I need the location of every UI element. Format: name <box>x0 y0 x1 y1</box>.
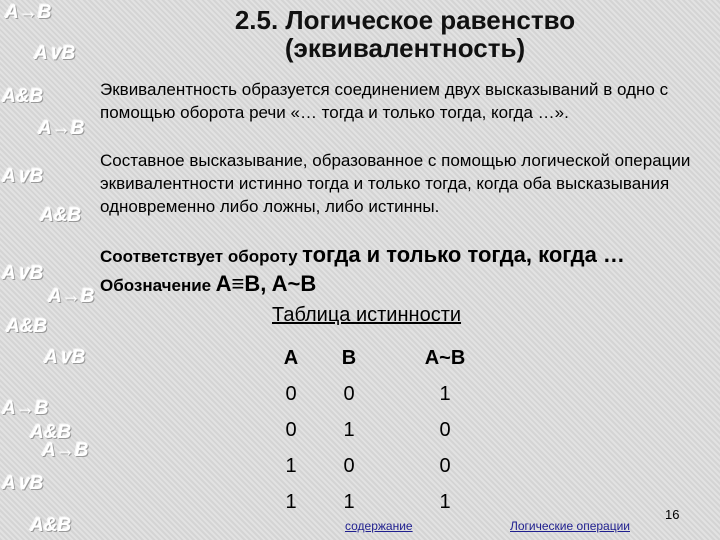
truth-table <box>262 340 512 520</box>
table-cell: 1 <box>343 490 355 513</box>
logic-operations-link[interactable]: Логические операции <box>510 519 630 533</box>
table-cell: 0 <box>439 454 451 477</box>
decor-formula: A∨B <box>44 347 86 368</box>
definition-paragraph: Эквивалентность образуется соединением двух высказываний в одно с помощью оборота речи «… тогда и только тогда, когда …». <box>100 80 669 122</box>
table-row <box>262 448 512 484</box>
table-cell: 1 <box>285 454 297 477</box>
decor-formula: A&B <box>40 205 82 226</box>
table-cell: 0 <box>439 418 451 441</box>
table-cell: 0 <box>285 418 297 441</box>
table-row <box>262 484 512 520</box>
table-cell: 1 <box>439 382 451 405</box>
decor-formula: A∨B <box>34 43 76 64</box>
column-header: B <box>341 346 357 369</box>
page-number: 16 <box>665 507 680 522</box>
slide-title <box>150 6 660 62</box>
decor-formula: A&B <box>2 86 44 107</box>
decor-formula: A&B <box>6 316 48 337</box>
table-cell: 0 <box>343 382 355 405</box>
corresponds-label: Соответствует обороту <box>100 247 298 266</box>
truth-condition-paragraph: Составное высказывание, образованное с помощью логической операции эквивалентности истинно тогда и только тогда, когда оба высказывания одновременно либо ложны, либо истинны. <box>100 151 691 216</box>
decor-formula: A&B <box>30 515 72 536</box>
table-cell: 0 <box>285 382 297 405</box>
decor-formula: A&B <box>30 422 72 443</box>
background-decoration <box>0 0 100 540</box>
contents-link[interactable]: содержание <box>345 519 413 533</box>
corresponds-line <box>100 242 625 268</box>
notation-line <box>100 271 316 297</box>
notation-value: A≡B, A~B <box>215 271 317 296</box>
table-row <box>262 412 512 448</box>
notation-label: Обозначение <box>100 276 212 295</box>
corresponds-value: тогда и только тогда, когда … <box>302 242 625 267</box>
decor-formula: A→B <box>2 398 49 419</box>
title-line-1: 2.5. Логическое равенство <box>234 5 576 35</box>
decor-formula: A→B <box>5 2 52 23</box>
decor-formula: A→B <box>38 118 85 139</box>
table-cell: 1 <box>285 490 297 513</box>
table-cell: 0 <box>343 454 355 477</box>
table-cell: 1 <box>343 418 355 441</box>
column-header: A <box>283 346 299 369</box>
decor-formula: A→B <box>42 440 89 461</box>
table-row <box>262 376 512 412</box>
decor-formula: A→B <box>48 286 95 307</box>
decor-formula: A∨B <box>2 166 44 187</box>
decor-formula: A∨B <box>2 263 44 284</box>
truth-table-title: Таблица истинности <box>272 304 462 326</box>
column-header: A~B <box>424 346 466 369</box>
table-header-row <box>262 340 512 376</box>
table-cell: 1 <box>439 490 451 513</box>
title-line-2: (эквивалентность) <box>284 33 526 63</box>
decor-formula: A∨B <box>2 473 44 494</box>
